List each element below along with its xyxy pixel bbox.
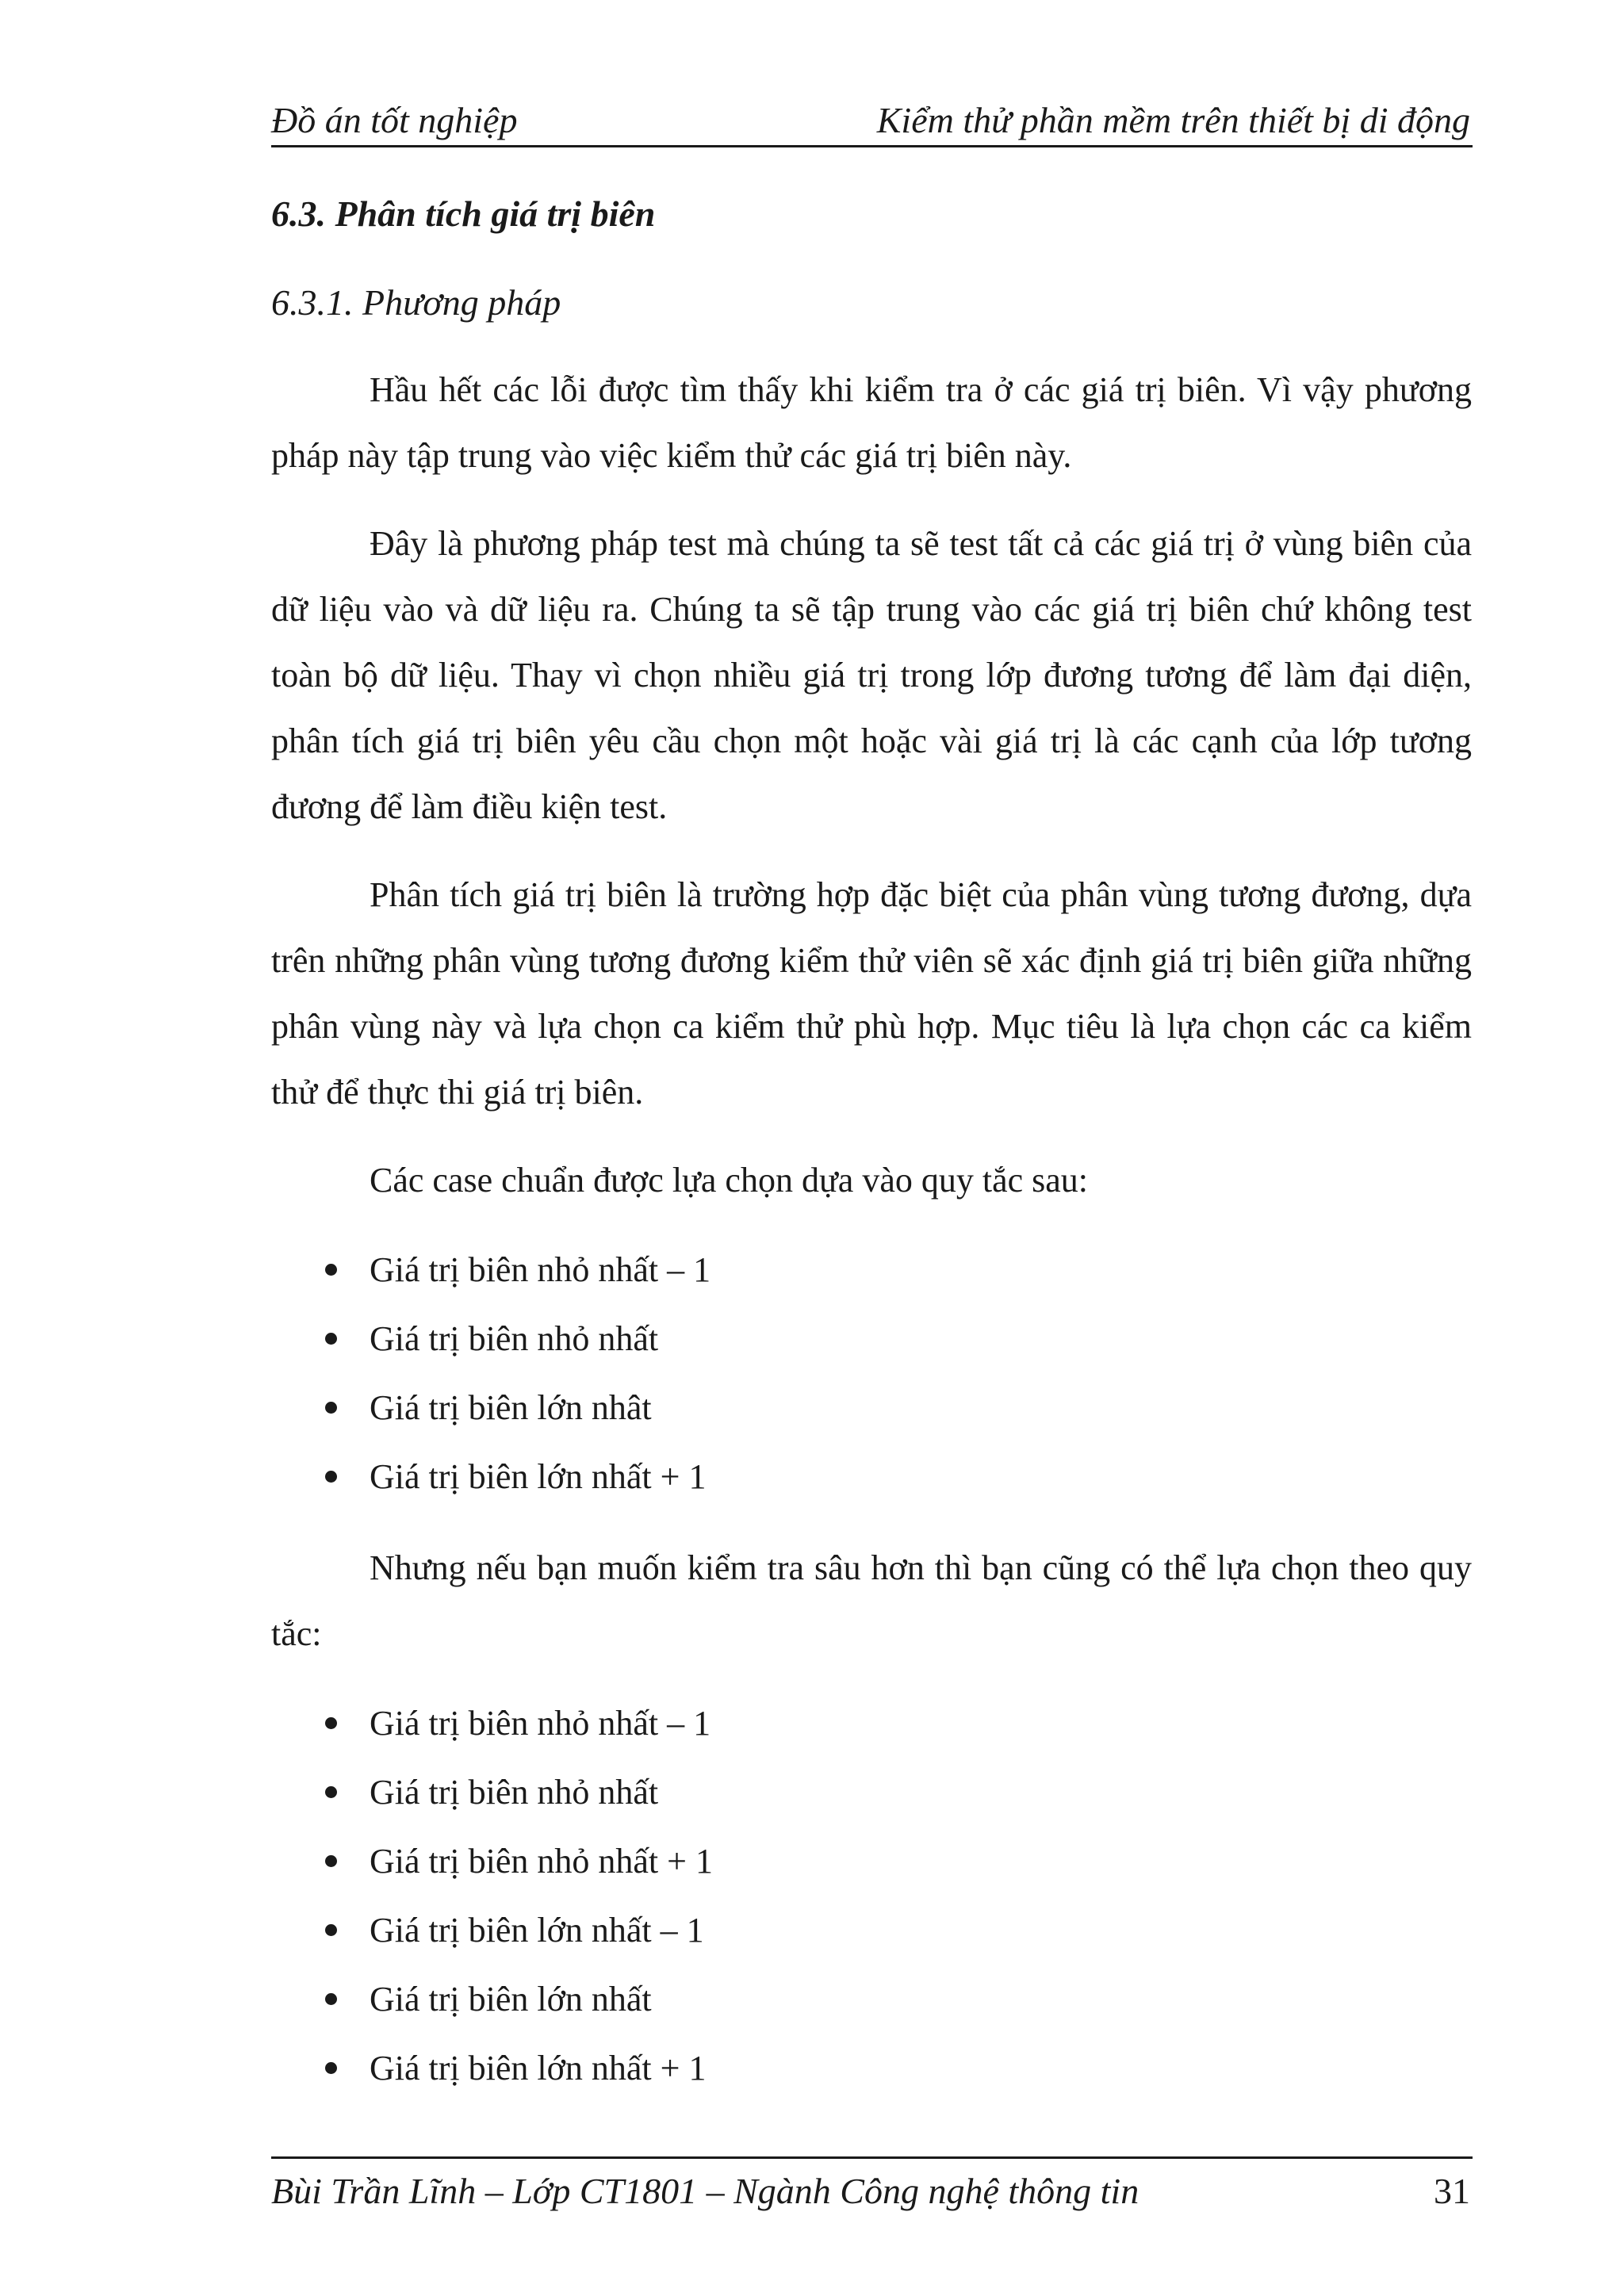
list-item-text: Giá trị biên nhỏ nhất bbox=[370, 1319, 659, 1358]
list-item-text: Giá trị biên lớn nhất bbox=[370, 1980, 652, 2019]
bullet-icon bbox=[325, 1402, 337, 1414]
paragraph-extended-rules: Nhưng nếu bạn muốn kiểm tra sâu hơn thì bạn cũng có thể lựa chọn theo quy tắc: bbox=[271, 1548, 1472, 1653]
bullet-icon bbox=[325, 1855, 337, 1867]
footer-divider bbox=[271, 2156, 1473, 2159]
list-item-text: Giá trị biên lớn nhất – 1 bbox=[370, 1911, 704, 1950]
page-footer bbox=[271, 2164, 1470, 2218]
extended-rules-list bbox=[271, 1689, 1472, 2103]
list-item bbox=[271, 1965, 1472, 2034]
list-item-text: Giá trị biên lớn nhât bbox=[370, 1388, 652, 1427]
bullet-icon bbox=[325, 1717, 337, 1729]
header-document-type: Đồ án tốt nghiệp bbox=[271, 100, 518, 140]
standard-rules-list bbox=[271, 1235, 1472, 1511]
list-item bbox=[271, 1689, 1472, 1758]
paragraph-standard-rules: Các case chuẩn được lựa chọn dựa vào quy tắc sau: bbox=[370, 1161, 1089, 1200]
bullet-icon bbox=[325, 2062, 337, 2074]
list-item bbox=[271, 1442, 1472, 1511]
list-item-text: Giá trị biên nhỏ nhất + 1 bbox=[370, 1842, 713, 1881]
list-item bbox=[271, 1896, 1472, 1965]
section-heading: 6.3. Phân tích giá trị biên bbox=[271, 193, 656, 234]
list-item-text: Giá trị biên nhỏ nhất – 1 bbox=[370, 1704, 711, 1743]
bullet-icon bbox=[325, 1924, 337, 1936]
list-item bbox=[271, 1758, 1472, 1827]
list-item bbox=[271, 2034, 1472, 2103]
list-item bbox=[271, 1235, 1472, 1304]
page-header bbox=[271, 94, 1470, 147]
page-body bbox=[271, 182, 1472, 2126]
bullet-icon bbox=[325, 1786, 337, 1798]
bullet-icon bbox=[325, 1333, 337, 1345]
paragraph-intro: Hầu hết các lỗi được tìm thấy khi kiểm tra ở các giá trị biên. Vì vậy phương pháp này tập trung vào việc kiểm thử các giá trị biên này. bbox=[271, 370, 1472, 475]
bullet-icon bbox=[325, 1264, 337, 1276]
list-item-text: Giá trị biên nhỏ nhất – 1 bbox=[370, 1250, 711, 1289]
footer-author: Bùi Trần Lĩnh – Lớp CT1801 – Ngành Công nghệ thông tin bbox=[271, 2171, 1139, 2211]
page-number: 31 bbox=[1434, 2171, 1470, 2211]
list-item-text: Giá trị biên lớn nhất + 1 bbox=[370, 1457, 707, 1496]
bullet-icon bbox=[325, 1993, 337, 2005]
list-item bbox=[271, 1373, 1472, 1442]
list-item-text: Giá trị biên lớn nhất + 1 bbox=[370, 2049, 707, 2087]
bullet-icon bbox=[325, 1471, 337, 1483]
list-item bbox=[271, 1304, 1472, 1373]
paragraph-method: Đây là phương pháp test mà chúng ta sẽ test tất cả các giá trị ở vùng biên của dữ liệu vào và dữ liệu ra. Chúng ta sẽ tập trung vào các giá trị biên chứ không test toàn bộ dữ liệu. Thay vì chọn nhiều giá trị trong lớp đương tương để làm đại diện, phân tích giá trị biên yêu cầu chọn một hoặc vài giá trị là các cạnh của lớp tương đương để làm điều kiện test. bbox=[271, 524, 1472, 826]
paragraph-definition: Phân tích giá trị biên là trường hợp đặc biệt của phân vùng tương đương, dựa trên những phân vùng tương đương kiểm thử viên sẽ xác định giá trị biên giữa những phân vùng này và lựa chọn ca kiểm thử phù hợp. Mục tiêu là lựa chọn các ca kiểm thử để thực thi giá trị biên. bbox=[271, 875, 1472, 1112]
header-divider bbox=[271, 145, 1473, 147]
list-item-text: Giá trị biên nhỏ nhất bbox=[370, 1773, 659, 1812]
subsection-heading: 6.3.1. Phương pháp bbox=[271, 282, 561, 323]
header-document-title: Kiểm thử phần mềm trên thiết bị di động bbox=[876, 100, 1470, 140]
list-item bbox=[271, 1827, 1472, 1896]
